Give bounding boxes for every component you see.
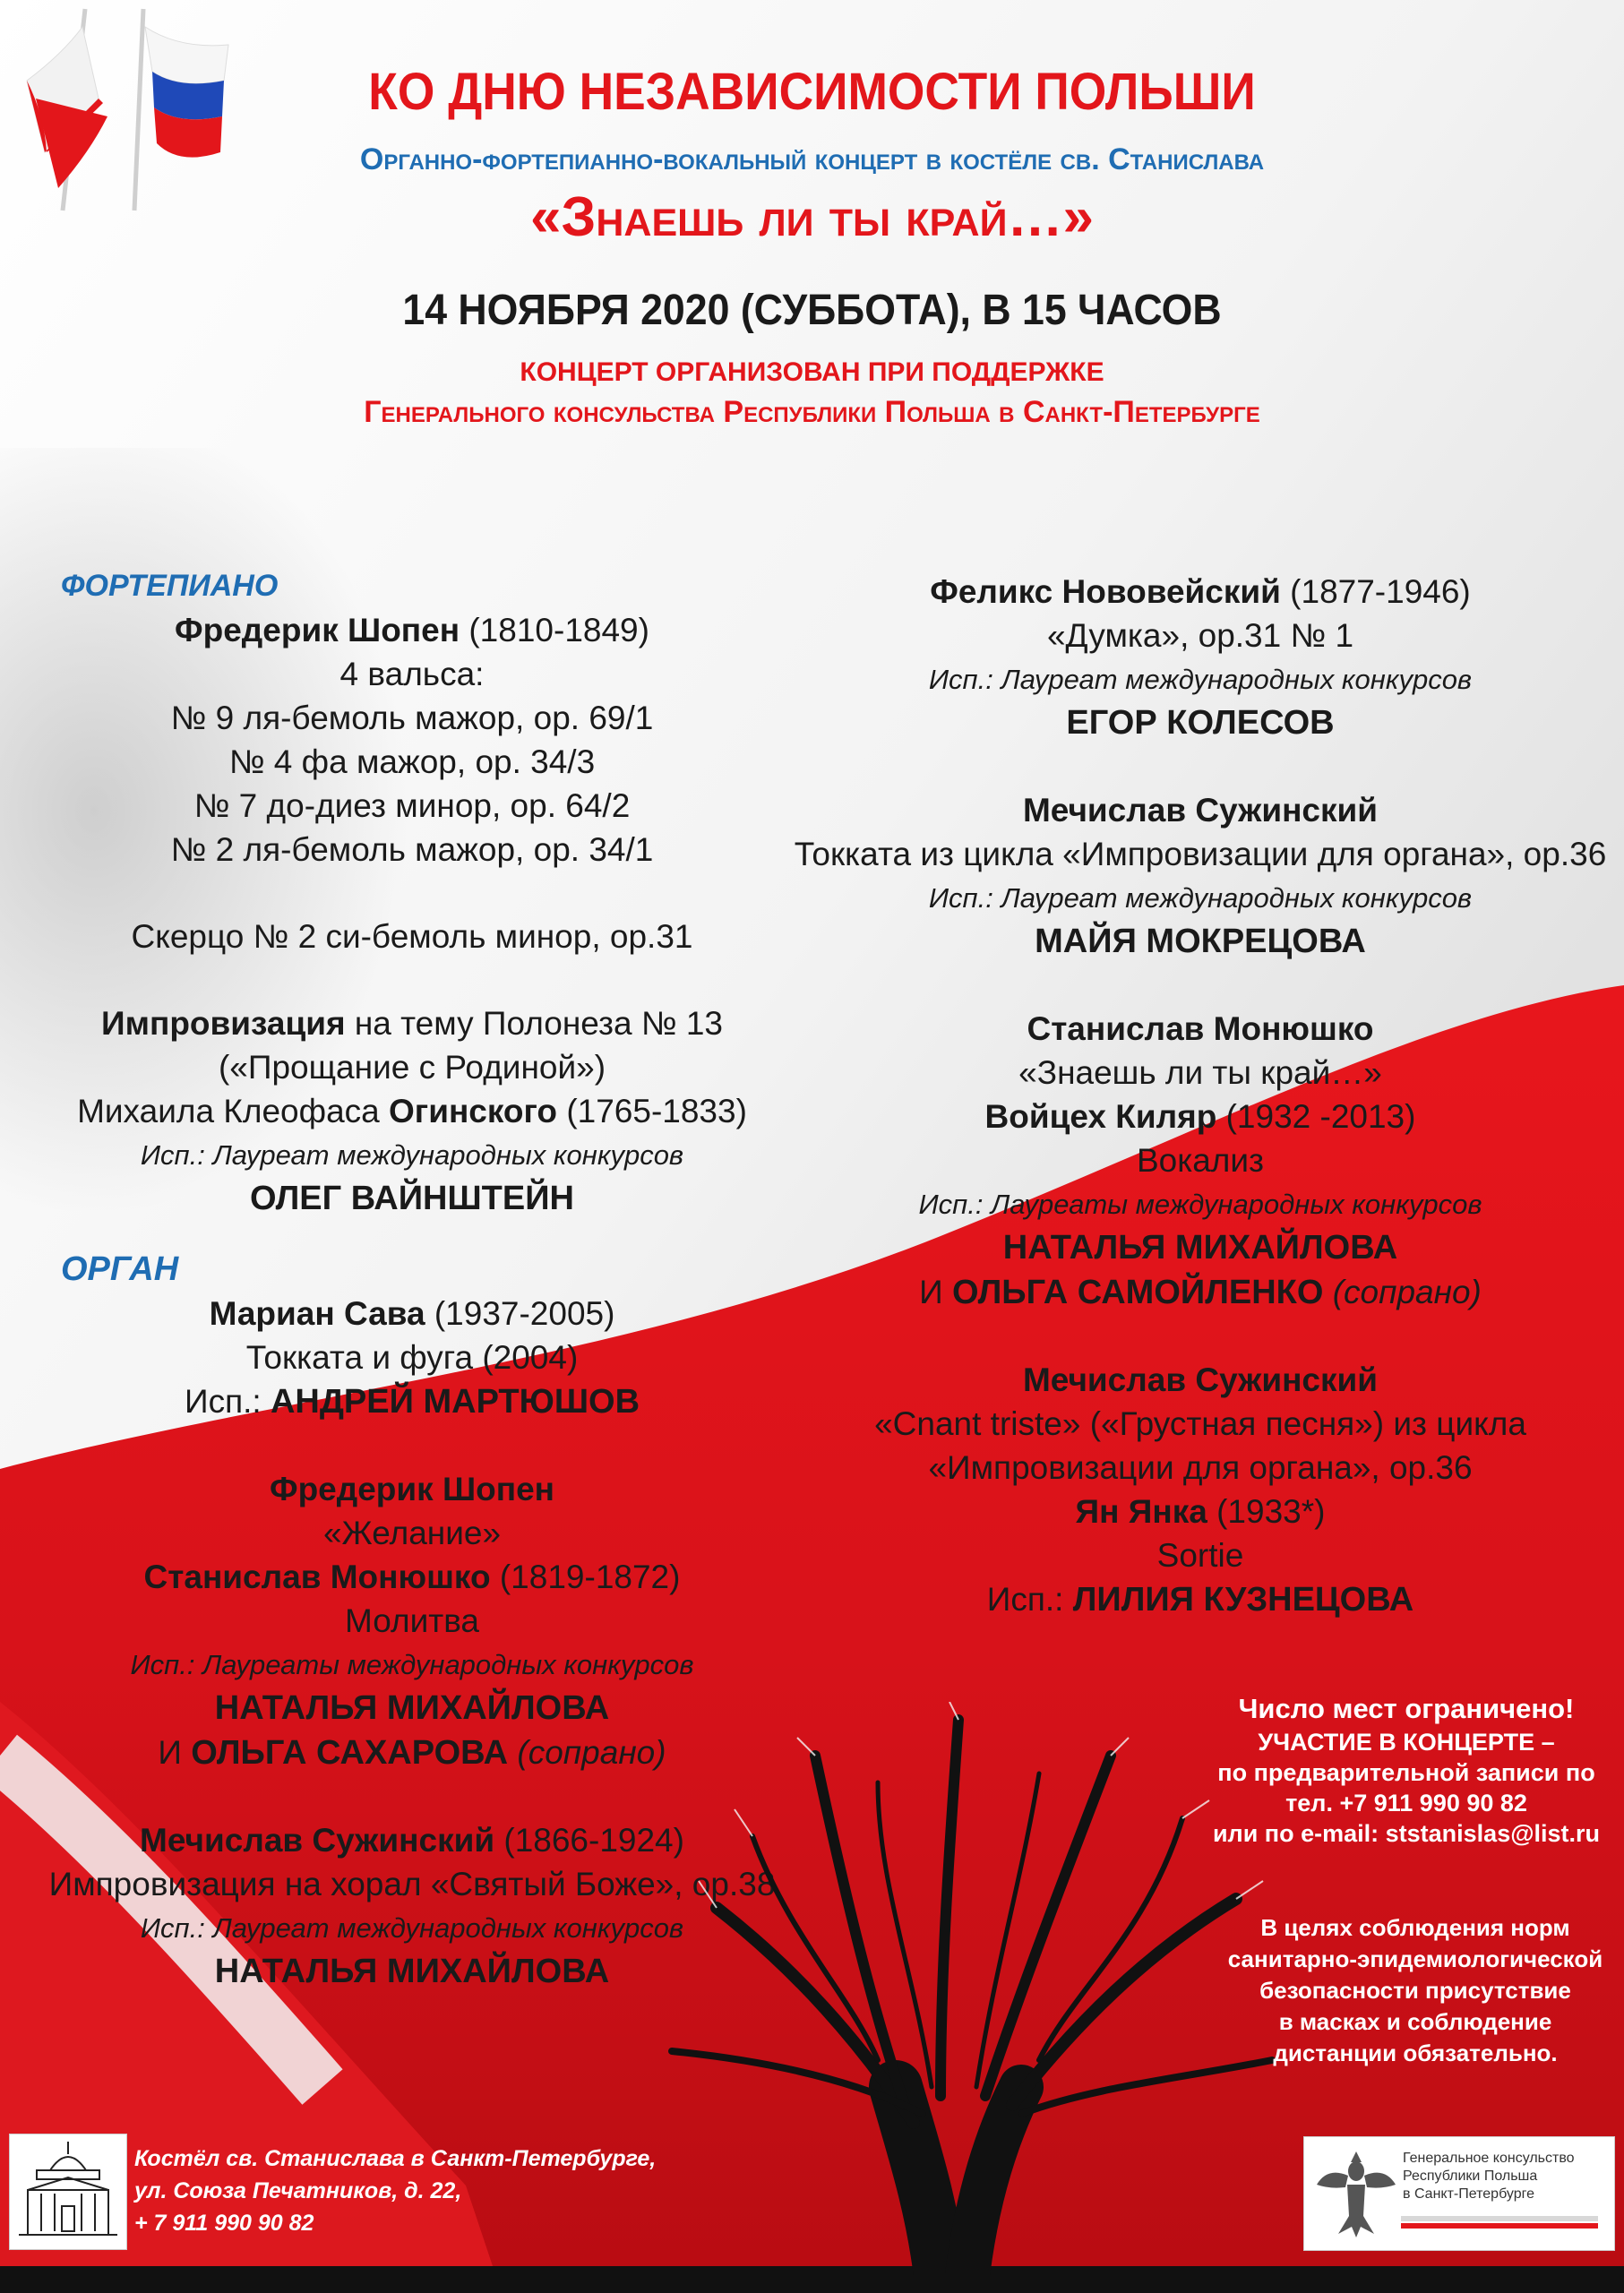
performer-conjunction: И <box>919 1274 943 1310</box>
composer-moniuszko: Станислав Монюшко <box>1027 1010 1374 1047</box>
church-street: ул. Союза Печатников, д. 22, <box>134 2178 462 2203</box>
performer-label: Исп.: Лауреат международных конкурсов <box>140 1139 684 1171</box>
performer-name: МАЙЯ МОКРЕЦОВА <box>1035 923 1366 960</box>
registration-notice <box>1191 1691 1621 1849</box>
concert-date: 14 НОЯБРЯ 2020 (СУББОТА), В 15 ЧАСОВ <box>402 287 1222 334</box>
program-right-column <box>788 570 1612 1622</box>
performer-label: Исп.: <box>184 1383 262 1420</box>
improvisation-rest: на тему Полонеза № 13 <box>354 1005 723 1042</box>
sanitary-line: безопасности присутствие <box>1259 1977 1571 2004</box>
work-title: «Думка», ор.31 № 1 <box>1046 617 1354 654</box>
composer-sawa: Мариан Сава <box>209 1295 425 1332</box>
waltzes-title: 4 вальса: <box>339 656 485 692</box>
performer-name: ОЛЬГА САМОЙЛЕНКО <box>952 1274 1324 1311</box>
church-phone: + 7 911 990 90 82 <box>134 2211 314 2236</box>
composer-years: (1933*) <box>1216 1493 1326 1530</box>
composer-years: (1932 -2013) <box>1225 1098 1416 1135</box>
work-title: «Знаешь ли ты край…» <box>1018 1054 1382 1091</box>
notice-line: Число мест ограничено! <box>1238 1693 1575 1724</box>
composer-years: (1819-1872) <box>499 1559 681 1595</box>
work-title: Вокализ <box>1136 1142 1265 1179</box>
work-title: Токката и фуга (2004) <box>245 1339 579 1376</box>
performer-label: Исп.: Лауреат международных конкурсов <box>928 664 1473 695</box>
page-subtitle: Органно-фортепианно-вокальный концерт в костёле св. Станислава <box>359 142 1265 176</box>
improvisation-subtitle: («Прощание с Родиной») <box>218 1049 606 1086</box>
composer-moniuszko: Станислав Монюшко <box>143 1559 491 1595</box>
composer-years: (1866-1924) <box>503 1822 684 1859</box>
consulate-line: Генеральное консульство <box>1403 2151 1575 2166</box>
work-title: «Желание» <box>322 1515 502 1551</box>
church-name: Костёл св. Станислава в Санкт-Петербурге, <box>134 2146 657 2171</box>
section-piano: ФОРТЕПИАНО <box>61 569 279 603</box>
performer-name: НАТАЛЬЯ МИХАЙЛОВА <box>214 1953 610 1990</box>
consulate-logo <box>1303 2136 1615 2251</box>
work-title: Молитва <box>344 1602 480 1639</box>
improvisation-title: Импровизация <box>101 1005 346 1042</box>
composer-kilar: Войцех Киляр <box>984 1098 1217 1135</box>
performer-label: Исп.: <box>986 1581 1064 1618</box>
composer-oginski: Огинского <box>389 1093 558 1129</box>
sanitary-line: дистанции обязательно. <box>1273 2040 1558 2066</box>
composer-years: (1877-1946) <box>1290 573 1471 610</box>
composer-surzynski: Мечислав Сужинский <box>140 1822 495 1859</box>
polish-eagle-icon <box>1311 2144 1401 2243</box>
work-title: «Импровизации для органа», ор.36 <box>928 1449 1473 1486</box>
section-organ: ОРГАН <box>61 1250 179 1288</box>
composer-surzynski: Мечислав Сужинский <box>1022 1361 1379 1398</box>
concert-name: «Знаешь ли ты край…» <box>530 186 1094 248</box>
scherzo-item: Скерцо № 2 си-бемоль минор, ор.31 <box>131 918 693 955</box>
notice-line: УЧАСТИЕ В КОНЦЕРТЕ – <box>1258 1729 1555 1756</box>
performer-label: Исп.: Лауреаты международных конкурсов <box>918 1189 1482 1220</box>
performer-label: Исп.: Лауреат международных конкурсов <box>928 882 1473 914</box>
composer-years: (1765-1833) <box>566 1093 747 1129</box>
support-line-1: КОНЦЕРТ ОРГАНИЗОВАН ПРИ ПОДДЕРЖКЕ <box>520 357 1104 387</box>
composer-surzynski: Мечислав Сужинский <box>1022 792 1379 829</box>
waltz-item: № 9 ля-бемоль мажор, ор. 69/1 <box>170 700 654 736</box>
composer-nowowiejski: Феликс Нововейский <box>930 573 1281 610</box>
sanitary-line: в масках и соблюдение <box>1278 2008 1552 2035</box>
performer-name: НАТАЛЬЯ МИХАЙЛОВА <box>1002 1229 1398 1267</box>
composer-years: (1937-2005) <box>434 1295 615 1332</box>
waltz-item: № 7 до-диез минор, ор. 64/2 <box>193 787 631 824</box>
composer-chopin: Фредерик Шопен <box>269 1471 555 1507</box>
performer-name: АНДРЕЙ МАРТЮШОВ <box>270 1383 640 1421</box>
church-address <box>134 2143 690 2239</box>
sanitary-line: В целях соблюдения норм <box>1260 1914 1570 1941</box>
notice-email: или по e-mail: ststanislas@list.ru <box>1212 1820 1601 1847</box>
performer-label: Исп.: Лауреат международных конкурсов <box>140 1912 684 1944</box>
waltz-item: № 4 фа мажор, ор. 34/3 <box>228 743 596 780</box>
performer-conjunction: И <box>158 1734 182 1771</box>
church-building-icon <box>10 2134 126 2249</box>
performer-name: НАТАЛЬЯ МИХАЙЛОВА <box>214 1689 610 1727</box>
performer-role: (сопрано) <box>517 1734 666 1771</box>
consulate-line: Республики Польша <box>1403 2168 1538 2184</box>
page-title: КО ДНЮ НЕЗАВИСИМОСТИ ПОЛЬШИ <box>368 63 1256 121</box>
performer-name: ОЛЬГА САХАРОВА <box>191 1734 509 1772</box>
performer-name: ЛИЛИЯ КУЗНЕЦОВА <box>1072 1581 1414 1619</box>
oginski-prefix: Михаила Клеофаса <box>77 1093 380 1129</box>
notice-phone: тел. +7 911 990 90 82 <box>1285 1790 1527 1816</box>
work-title: Импровизация на хорал «Святый Боже», ор.38 <box>48 1866 776 1902</box>
support-line-2: Генерального консульства Республики Польша в Санкт-Петербурге <box>364 395 1260 429</box>
performer-role: (сопрано) <box>1332 1274 1482 1310</box>
work-title: «Cnant triste» («Грустная песня») из цикла <box>874 1405 1526 1442</box>
performer-name: ЕГОР КОЛЕСОВ <box>1066 704 1335 742</box>
waltz-item: № 2 ля-бемоль мажор, ор. 34/1 <box>170 831 654 868</box>
composer-chopin: Фредерик Шопен <box>175 612 460 648</box>
sanitary-line: санитарно-эпидемиологической <box>1227 1945 1603 1972</box>
composer-janca: Ян Янка <box>1075 1493 1207 1530</box>
performer-name: ОЛЕГ ВАЙНШТЕЙН <box>250 1180 574 1217</box>
work-title: Токката из цикла «Импровизации для органа», ор.36 <box>794 836 1607 872</box>
church-logo <box>9 2134 127 2250</box>
composer-years: (1810-1849) <box>468 612 649 648</box>
sanitary-notice <box>1209 1912 1621 2069</box>
consulate-stripe-white <box>1401 2216 1598 2221</box>
performer-label: Исп.: Лауреаты международных конкурсов <box>130 1649 694 1680</box>
work-title: Sortie <box>1156 1537 1244 1574</box>
consulate-line: в Санкт-Петербурге <box>1403 2186 1534 2202</box>
consulate-stripe-red <box>1401 2223 1598 2229</box>
notice-line: по предварительной записи по <box>1217 1759 1595 1786</box>
